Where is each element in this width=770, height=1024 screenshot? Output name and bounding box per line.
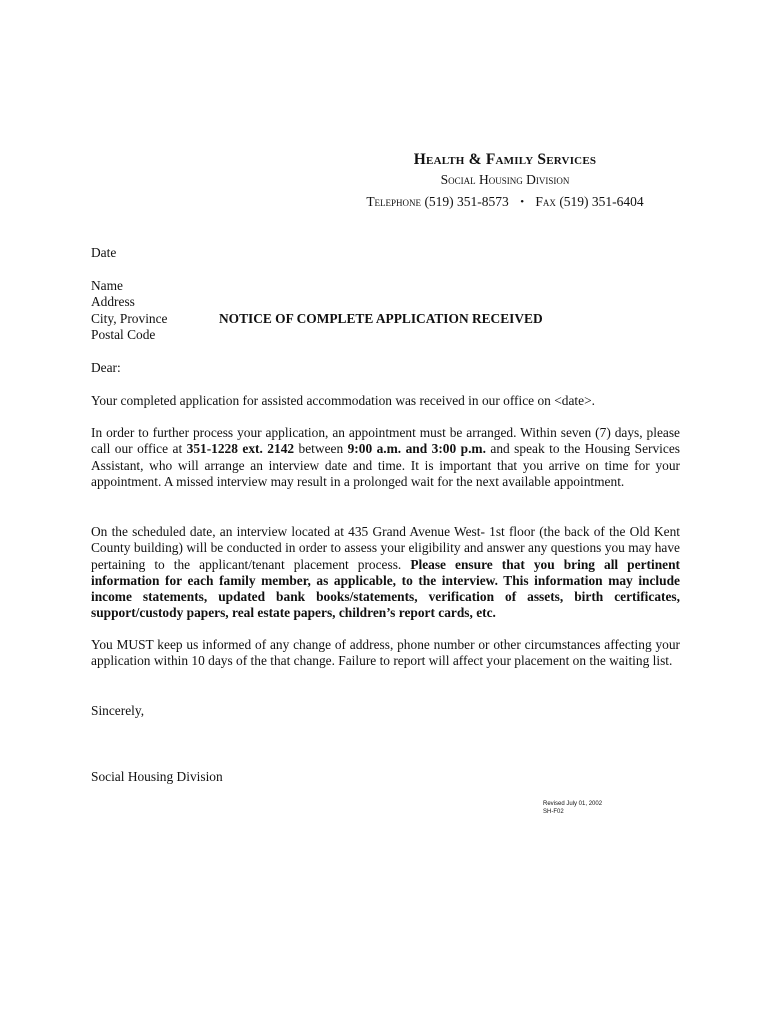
bullet-separator: • [520,196,525,208]
notice-title: NOTICE OF COMPLETE APPLICATION RECEIVED [219,311,543,326]
date-placeholder: Date [91,245,117,260]
signature: Social Housing Division [91,769,223,784]
recipient-postal-code: Postal Code [91,326,156,342]
telephone-number: (519) 351-8573 [424,194,509,209]
office-hours: 9:00 a.m. and 3:00 p.m. [347,441,486,457]
paragraph-appointment-text-1: In order to further process your application, an appointment must be arranged. Within seven (7) days, please call our office at [91,425,680,457]
paragraph-appointment-text-3: and speak to the Housing Services Assistant, who will arrange an interview date and time. It is important that you arrive on time for your appointment. A missed interview may result in a prolonged wait for the next available appointment. [91,441,680,489]
fax-label: Fax [535,194,556,209]
closing: Sincerely, [91,703,145,718]
office-phone-extension: 351-1228 ext. 2142 [186,441,295,457]
salutation: Dear: [91,360,121,375]
form-code: SH-F02 [543,809,564,815]
recipient-name: Name [91,278,123,293]
paragraph-application-received: Your completed application for assisted accommodation was received in our office on <date>. [91,393,595,408]
revision-date: Revised July 01, 2002 [543,801,603,807]
telephone-label: Telephone [366,194,422,209]
recipient-address-block [91,278,168,343]
paragraph-keep-informed: You MUST keep us informed of any change of address, phone number or other circumstances affecting your application within 10 days of the that change. Failure to report will affect your placement on the waiting list. [91,637,680,669]
letterhead [330,150,680,212]
organization-name: Health & Family Services [413,151,597,168]
paragraph-appointment [91,425,680,490]
paragraph-interview-text: On the scheduled date, an interview located at 435 Grand Avenue West- 1st floor (the back of the Old Kent County building) will be conducted in order to assess your eligibility and answer any questions you may have pertaining to the applicant/tenant placement process. [91,524,680,572]
recipient-city-province: City, Province [91,310,168,326]
division-name: Social Housing Division [440,172,570,187]
recipient-address: Address [91,294,135,310]
paragraph-appointment-text-2: between [294,441,348,457]
fax-number: (519) 351-6404 [559,194,644,209]
contact-line [330,192,680,212]
revision-note [543,800,602,816]
paragraph-interview-required-documents: Please ensure that you bring all pertinent information for each family member, as applicable, to the interview. This information may include income statements, updated bank books/statements, verification of assets, birth certificates, support/custody papers, real estate papers, children’s report cards, etc. [91,556,680,621]
paragraph-interview [91,524,680,622]
